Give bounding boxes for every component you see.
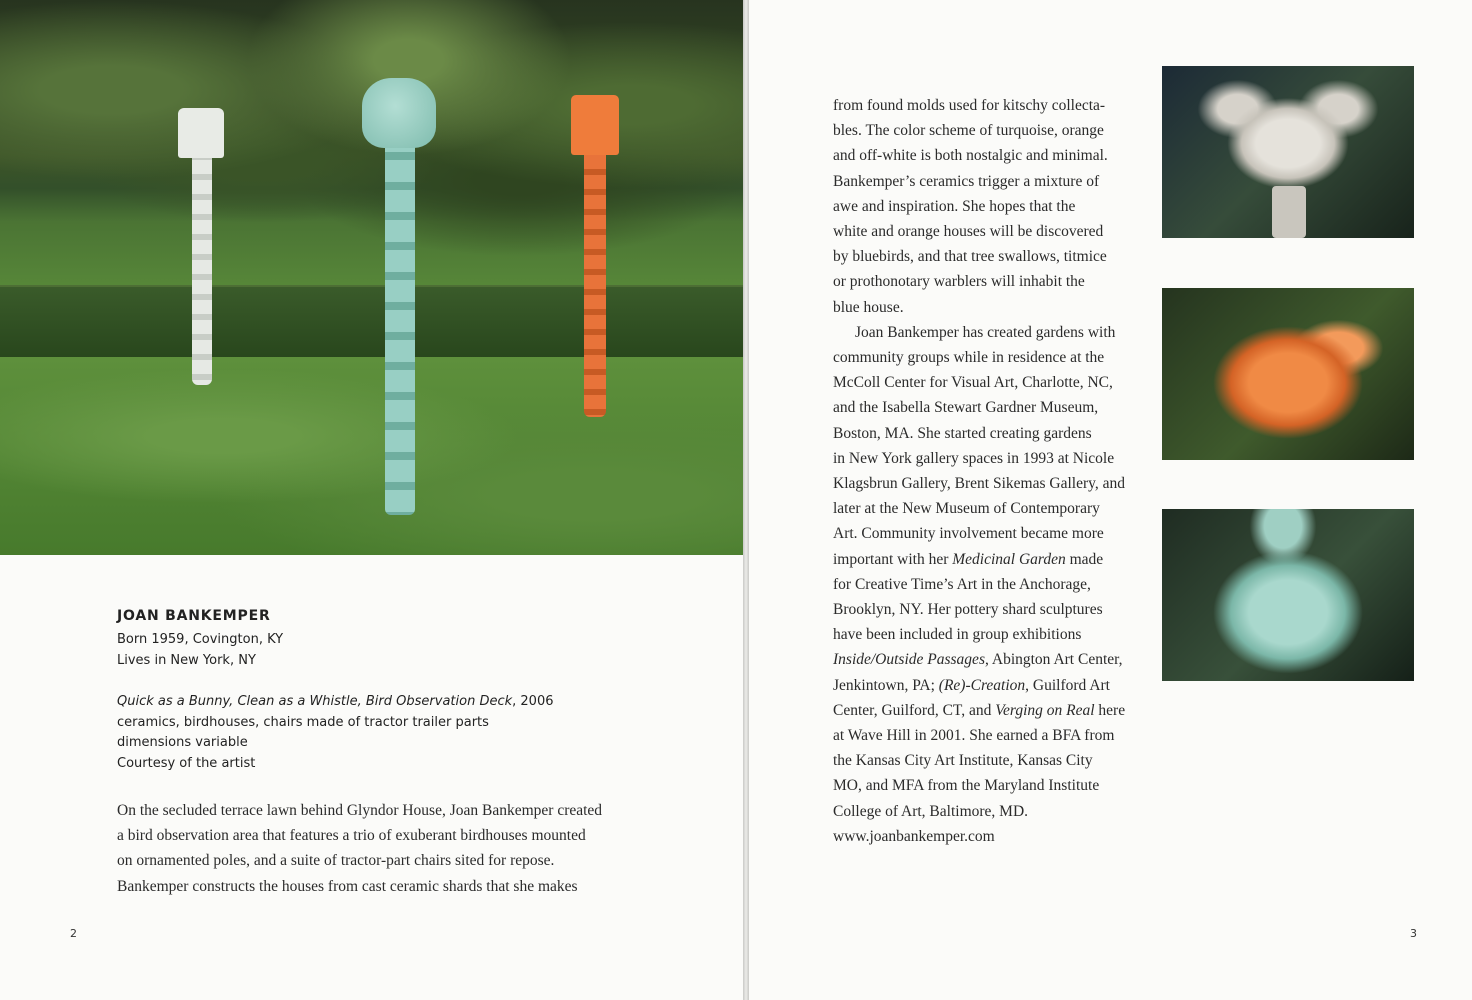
body-line: Klagsbrun Gallery, Brent Sikemas Gallery, and	[833, 475, 1125, 493]
artist-residence: Lives in New York, NY	[117, 653, 256, 668]
left-body-text	[117, 798, 677, 899]
body-line	[833, 647, 1153, 672]
work-title: Quick as a Bunny, Clean as a Whistle, Bird Observation Deck	[117, 694, 513, 709]
body-line	[833, 698, 1153, 723]
body-line: and off-white is both nostalgic and minimal.	[833, 147, 1108, 165]
work-dimensions: dimensions variable	[117, 735, 248, 750]
hedge	[0, 285, 743, 359]
body-line: awe and inspiration. She hopes that the	[833, 197, 1076, 215]
body-line: white and orange houses will be discovered	[833, 223, 1104, 241]
body-line: and the Isabella Stewart Gardner Museum,	[833, 399, 1099, 417]
body-line: or prothonotary warblers will inhabit the	[833, 273, 1085, 291]
body-line: College of Art, Baltimore, MD.	[833, 802, 1029, 820]
body-line: from found molds used for kitschy collecta-	[833, 97, 1106, 114]
white-birdhouse	[178, 108, 224, 158]
body-line	[833, 673, 1153, 698]
page-number: 2	[70, 927, 77, 940]
exhibition-title-inside-outside: Inside/Outside Passages	[833, 651, 985, 669]
body-line: a bird observation area that features a trio of exuberant birdhouses mounted	[117, 827, 586, 845]
orange-birdhouse-pole	[584, 135, 606, 417]
exhibition-title-verging-on-real: Verging on Real	[995, 701, 1095, 719]
body-line: McColl Center for Visual Art, Charlotte, NC,	[833, 374, 1113, 392]
body-line: for Creative Time’s Art in the Anchorage,	[833, 575, 1091, 593]
right-body-text	[833, 93, 1153, 849]
text-run: here	[1094, 701, 1126, 719]
white-birdhouse-detail-photo	[1162, 66, 1414, 238]
body-line: at Wave Hill in 2001. She earned a BFA from	[833, 727, 1115, 745]
blue-birdhouse-detail-photo	[1162, 509, 1414, 681]
white-birdhouse-pole	[192, 120, 212, 385]
orange-birdhouse	[571, 95, 619, 155]
artist-born: Born 1959, Covington, KY	[117, 632, 284, 647]
tree-canopy	[0, 0, 743, 300]
body-line: Bankemper’s ceramics trigger a mixture of	[833, 172, 1100, 190]
lawn	[0, 357, 743, 555]
body-line	[833, 547, 1153, 572]
body-line: in New York gallery spaces in 1993 at Nicole	[833, 449, 1115, 467]
artist-website: www.joanbankemper.com	[833, 827, 995, 845]
body-line: Bankemper constructs the houses from cast ceramic shards that she makes	[117, 877, 578, 895]
work-caption	[117, 692, 554, 774]
work-year: , 2006	[512, 694, 554, 709]
text-run: important with her	[833, 550, 953, 568]
text-run: Jenkintown, PA;	[833, 676, 939, 694]
blue-birdhouse	[362, 78, 436, 148]
exhibition-title-recreation: (Re)-Creation	[938, 676, 1026, 694]
body-line: blue house.	[833, 298, 904, 316]
white-birdhouse-stem	[1272, 186, 1306, 238]
work-credit: Courtesy of the artist	[117, 755, 256, 771]
body-line: MO, and MFA from the Maryland Institute	[833, 777, 1100, 795]
body-line: the Kansas City Art Institute, Kansas City	[833, 752, 1093, 770]
body-line: Art. Community involvement became more	[833, 525, 1104, 543]
body-line: by bluebirds, and that tree swallows, titmice	[833, 248, 1107, 266]
work-title-medicinal-garden: Medicinal Garden	[952, 550, 1066, 568]
body-line: Boston, MA. She started creating gardens	[833, 424, 1092, 442]
page-number: 3	[1410, 927, 1417, 940]
garden-installation-photo	[0, 0, 743, 555]
body-line: On the secluded terrace lawn behind Glyndor House, Joan Bankemper created	[117, 802, 603, 819]
body-line: community groups while in residence at the	[833, 349, 1105, 367]
text-run: made	[1065, 550, 1104, 568]
body-line: on ornamented poles, and a suite of tractor-part chairs sited for repose.	[117, 852, 555, 870]
work-title-line	[117, 692, 554, 713]
body-line: Joan Bankemper has created gardens with	[855, 323, 1116, 341]
blue-birdhouse-pole	[385, 130, 415, 515]
work-materials: ceramics, birdhouses, chairs made of tractor trailer parts	[117, 714, 489, 730]
text-run: Center, Guilford, CT, and	[833, 701, 996, 719]
body-line: have been included in group exhibitions	[833, 626, 1082, 644]
artist-name: JOAN BANKEMPER	[117, 608, 271, 624]
text-run: , Abington Art Center,	[984, 651, 1123, 669]
orange-birdhouse-detail-photo	[1162, 288, 1414, 460]
body-line: bles. The color scheme of turquoise, orange	[833, 122, 1104, 140]
text-run: , Guilford Art	[1025, 676, 1110, 694]
artist-info	[117, 606, 283, 671]
body-line: later at the New Museum of Contemporary	[833, 500, 1100, 518]
body-line: Brooklyn, NY. Her pottery shard sculptures	[833, 601, 1103, 619]
